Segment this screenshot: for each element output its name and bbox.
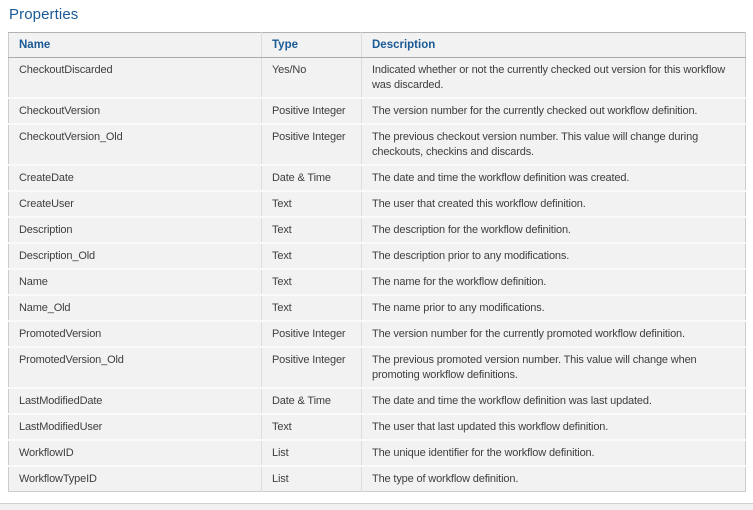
property-name-cell: Description_Old [9,243,262,269]
property-type-cell: List [262,466,362,492]
column-header-description: Description [362,33,746,58]
property-type-cell: Positive Integer [262,124,362,165]
property-description-cell: The name for the workflow definition. [362,269,746,295]
property-description-cell: Indicated whether or not the currently checked out version for this workflow was discarded. [362,58,746,99]
property-type-cell: Text [262,243,362,269]
property-type-cell: Text [262,414,362,440]
property-type-cell: Date & Time [262,388,362,414]
property-name-cell: WorkflowTypeID [9,466,262,492]
property-name-cell: CreateUser [9,191,262,217]
table-row [9,347,746,388]
property-description-cell: The name prior to any modifications. [362,295,746,321]
property-description-cell: The unique identifier for the workflow definition. [362,440,746,466]
page-title: Properties [9,6,79,23]
property-name-cell: Name [9,269,262,295]
table-row [9,388,746,414]
property-name-cell: LastModifiedDate [9,388,262,414]
property-description-cell: The previous checkout version number. This value will change during checkouts, checkins and discards. [362,124,746,165]
property-name-cell: Name_Old [9,295,262,321]
property-type-cell: Date & Time [262,165,362,191]
table-body [9,58,746,492]
property-description-cell: The previous promoted version number. This value will change when promoting workflow definitions. [362,347,746,388]
property-description-cell: The version number for the currently promoted workflow definition. [362,321,746,347]
table-row [9,414,746,440]
table-row [9,124,746,165]
property-name-cell: PromotedVersion_Old [9,347,262,388]
column-header-name: Name [9,33,262,58]
property-description-cell: The user that last updated this workflow definition. [362,414,746,440]
property-type-cell: Text [262,217,362,243]
property-type-cell: Positive Integer [262,347,362,388]
property-description-cell: The date and time the workflow definition was last updated. [362,388,746,414]
table-row [9,243,746,269]
table-row [9,321,746,347]
table-row [9,98,746,124]
property-name-cell: Description [9,217,262,243]
property-type-cell: Text [262,295,362,321]
property-name-cell: CreateDate [9,165,262,191]
property-name-cell: PromotedVersion [9,321,262,347]
property-description-cell: The description prior to any modifications. [362,243,746,269]
table-row [9,295,746,321]
property-description-cell: The description for the workflow definition. [362,217,746,243]
table-row [9,165,746,191]
property-name-cell: CheckoutVersion_Old [9,124,262,165]
property-name-cell: CheckoutDiscarded [9,58,262,99]
property-type-cell: Positive Integer [262,98,362,124]
properties-table [8,32,746,492]
property-name-cell: WorkflowID [9,440,262,466]
property-type-cell: Text [262,191,362,217]
table-row [9,269,746,295]
table-header [9,33,746,58]
property-description-cell: The version number for the currently checked out workflow definition. [362,98,746,124]
table-row [9,440,746,466]
property-name-cell: LastModifiedUser [9,414,262,440]
bottom-divider-bar [0,503,753,510]
table-row [9,58,746,99]
property-type-cell: Yes/No [262,58,362,99]
property-description-cell: The date and time the workflow definition was created. [362,165,746,191]
table-header-row [9,33,746,58]
property-type-cell: Positive Integer [262,321,362,347]
property-type-cell: List [262,440,362,466]
table-row [9,191,746,217]
property-type-cell: Text [262,269,362,295]
table-row [9,217,746,243]
property-description-cell: The user that created this workflow definition. [362,191,746,217]
column-header-type: Type [262,33,362,58]
table-row [9,466,746,492]
property-name-cell: CheckoutVersion [9,98,262,124]
property-description-cell: The type of workflow definition. [362,466,746,492]
